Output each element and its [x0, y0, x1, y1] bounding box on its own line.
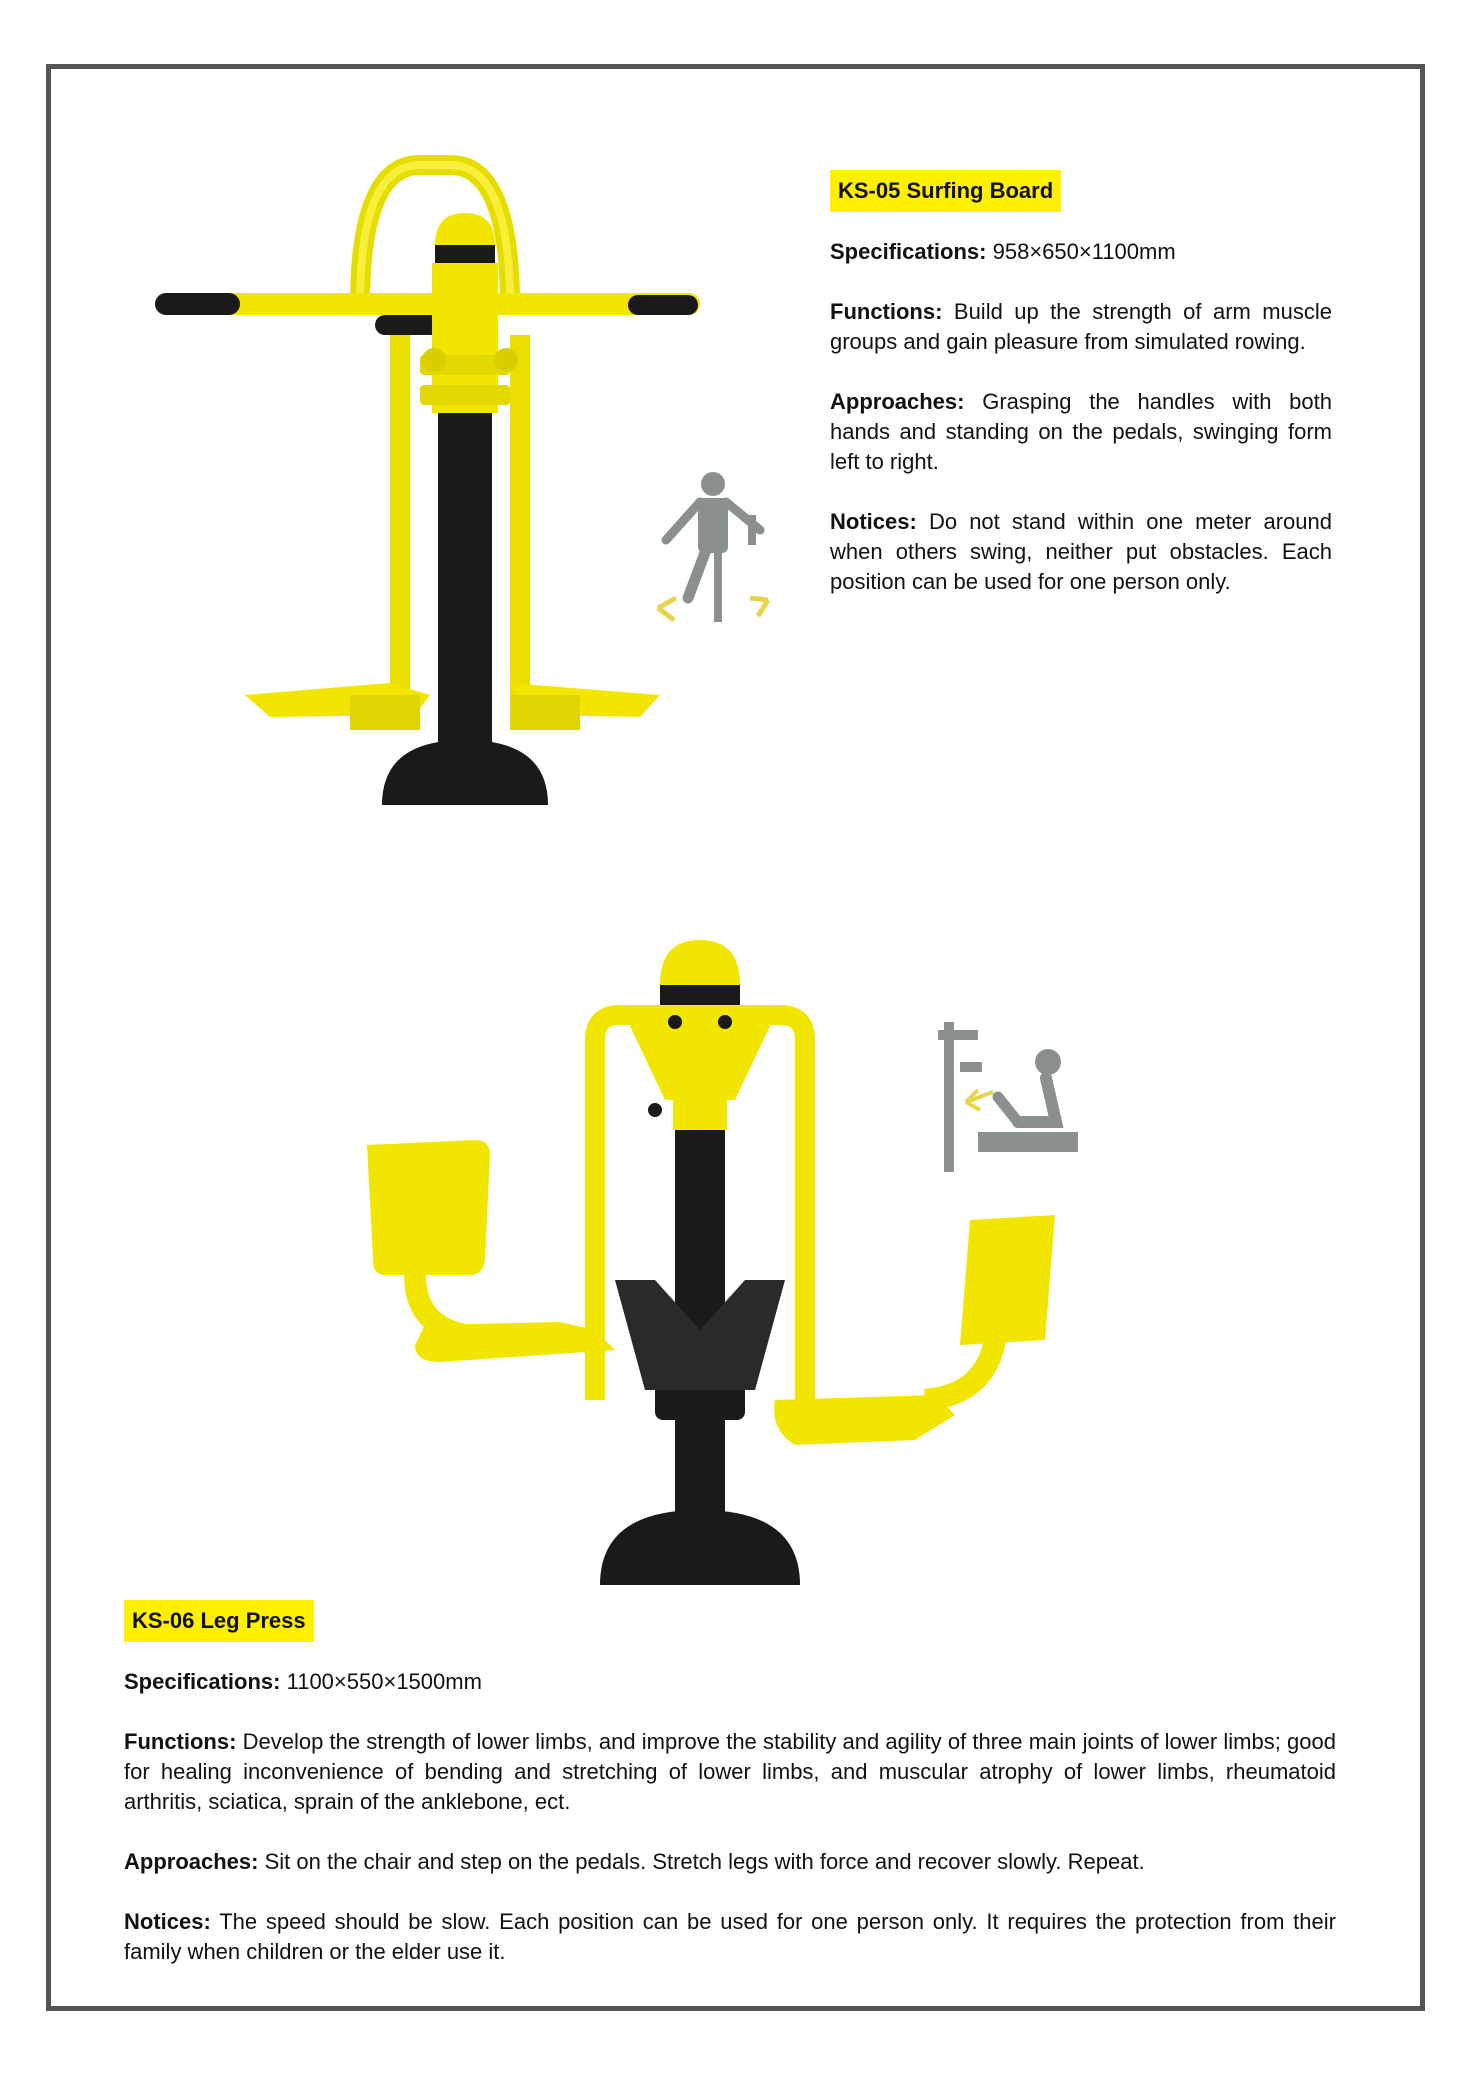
ks06-title: KS-06 Leg Press: [124, 1600, 314, 1642]
ks06-approaches: Approaches: Sit on the chair and step on the pedals. Stretch legs with force and recover slowly. Repeat.: [124, 1849, 1145, 1874]
ks06-specifications: Specifications: 1100×550×1500mm: [124, 1669, 482, 1694]
leg-press-usage-icon: [938, 1022, 1088, 1172]
ks05-specifications: Specifications: 958×650×1100mm: [830, 239, 1176, 264]
ks05-title: KS-05 Surfing Board: [830, 170, 1061, 212]
ks06-text-block: [124, 1600, 1336, 1967]
ks05-text-block: [830, 170, 1332, 597]
ks06-notices: Notices: The speed should be slow. Each position can be used for one person only. It requires the protection from their family when children or the elder use it.: [124, 1909, 1336, 1964]
ks05-approaches: Approaches: Grasping the handles with both hands and standing on the pedals, swinging form left to right.: [830, 389, 1332, 474]
surfing-board-image: [150, 155, 700, 815]
surfing-board-usage-icon: [648, 470, 778, 630]
ks06-functions: Functions: Develop the strength of lower limbs, and improve the stability and agility of three main joints of lower limbs; good for healing inconvenience of bending and stretching of lower limbs, and muscular atrophy of lower limbs, rheumatoid arthritis, sciatica, sprain of the anklebone, ect.: [124, 1729, 1336, 1814]
ks05-notices: Notices: Do not stand within one meter around when others swing, neither put obstacles. Each position can be used for one person only.: [830, 509, 1332, 594]
ks05-functions: Functions: Build up the strength of arm muscle groups and gain pleasure from simulated rowing.: [830, 299, 1332, 354]
